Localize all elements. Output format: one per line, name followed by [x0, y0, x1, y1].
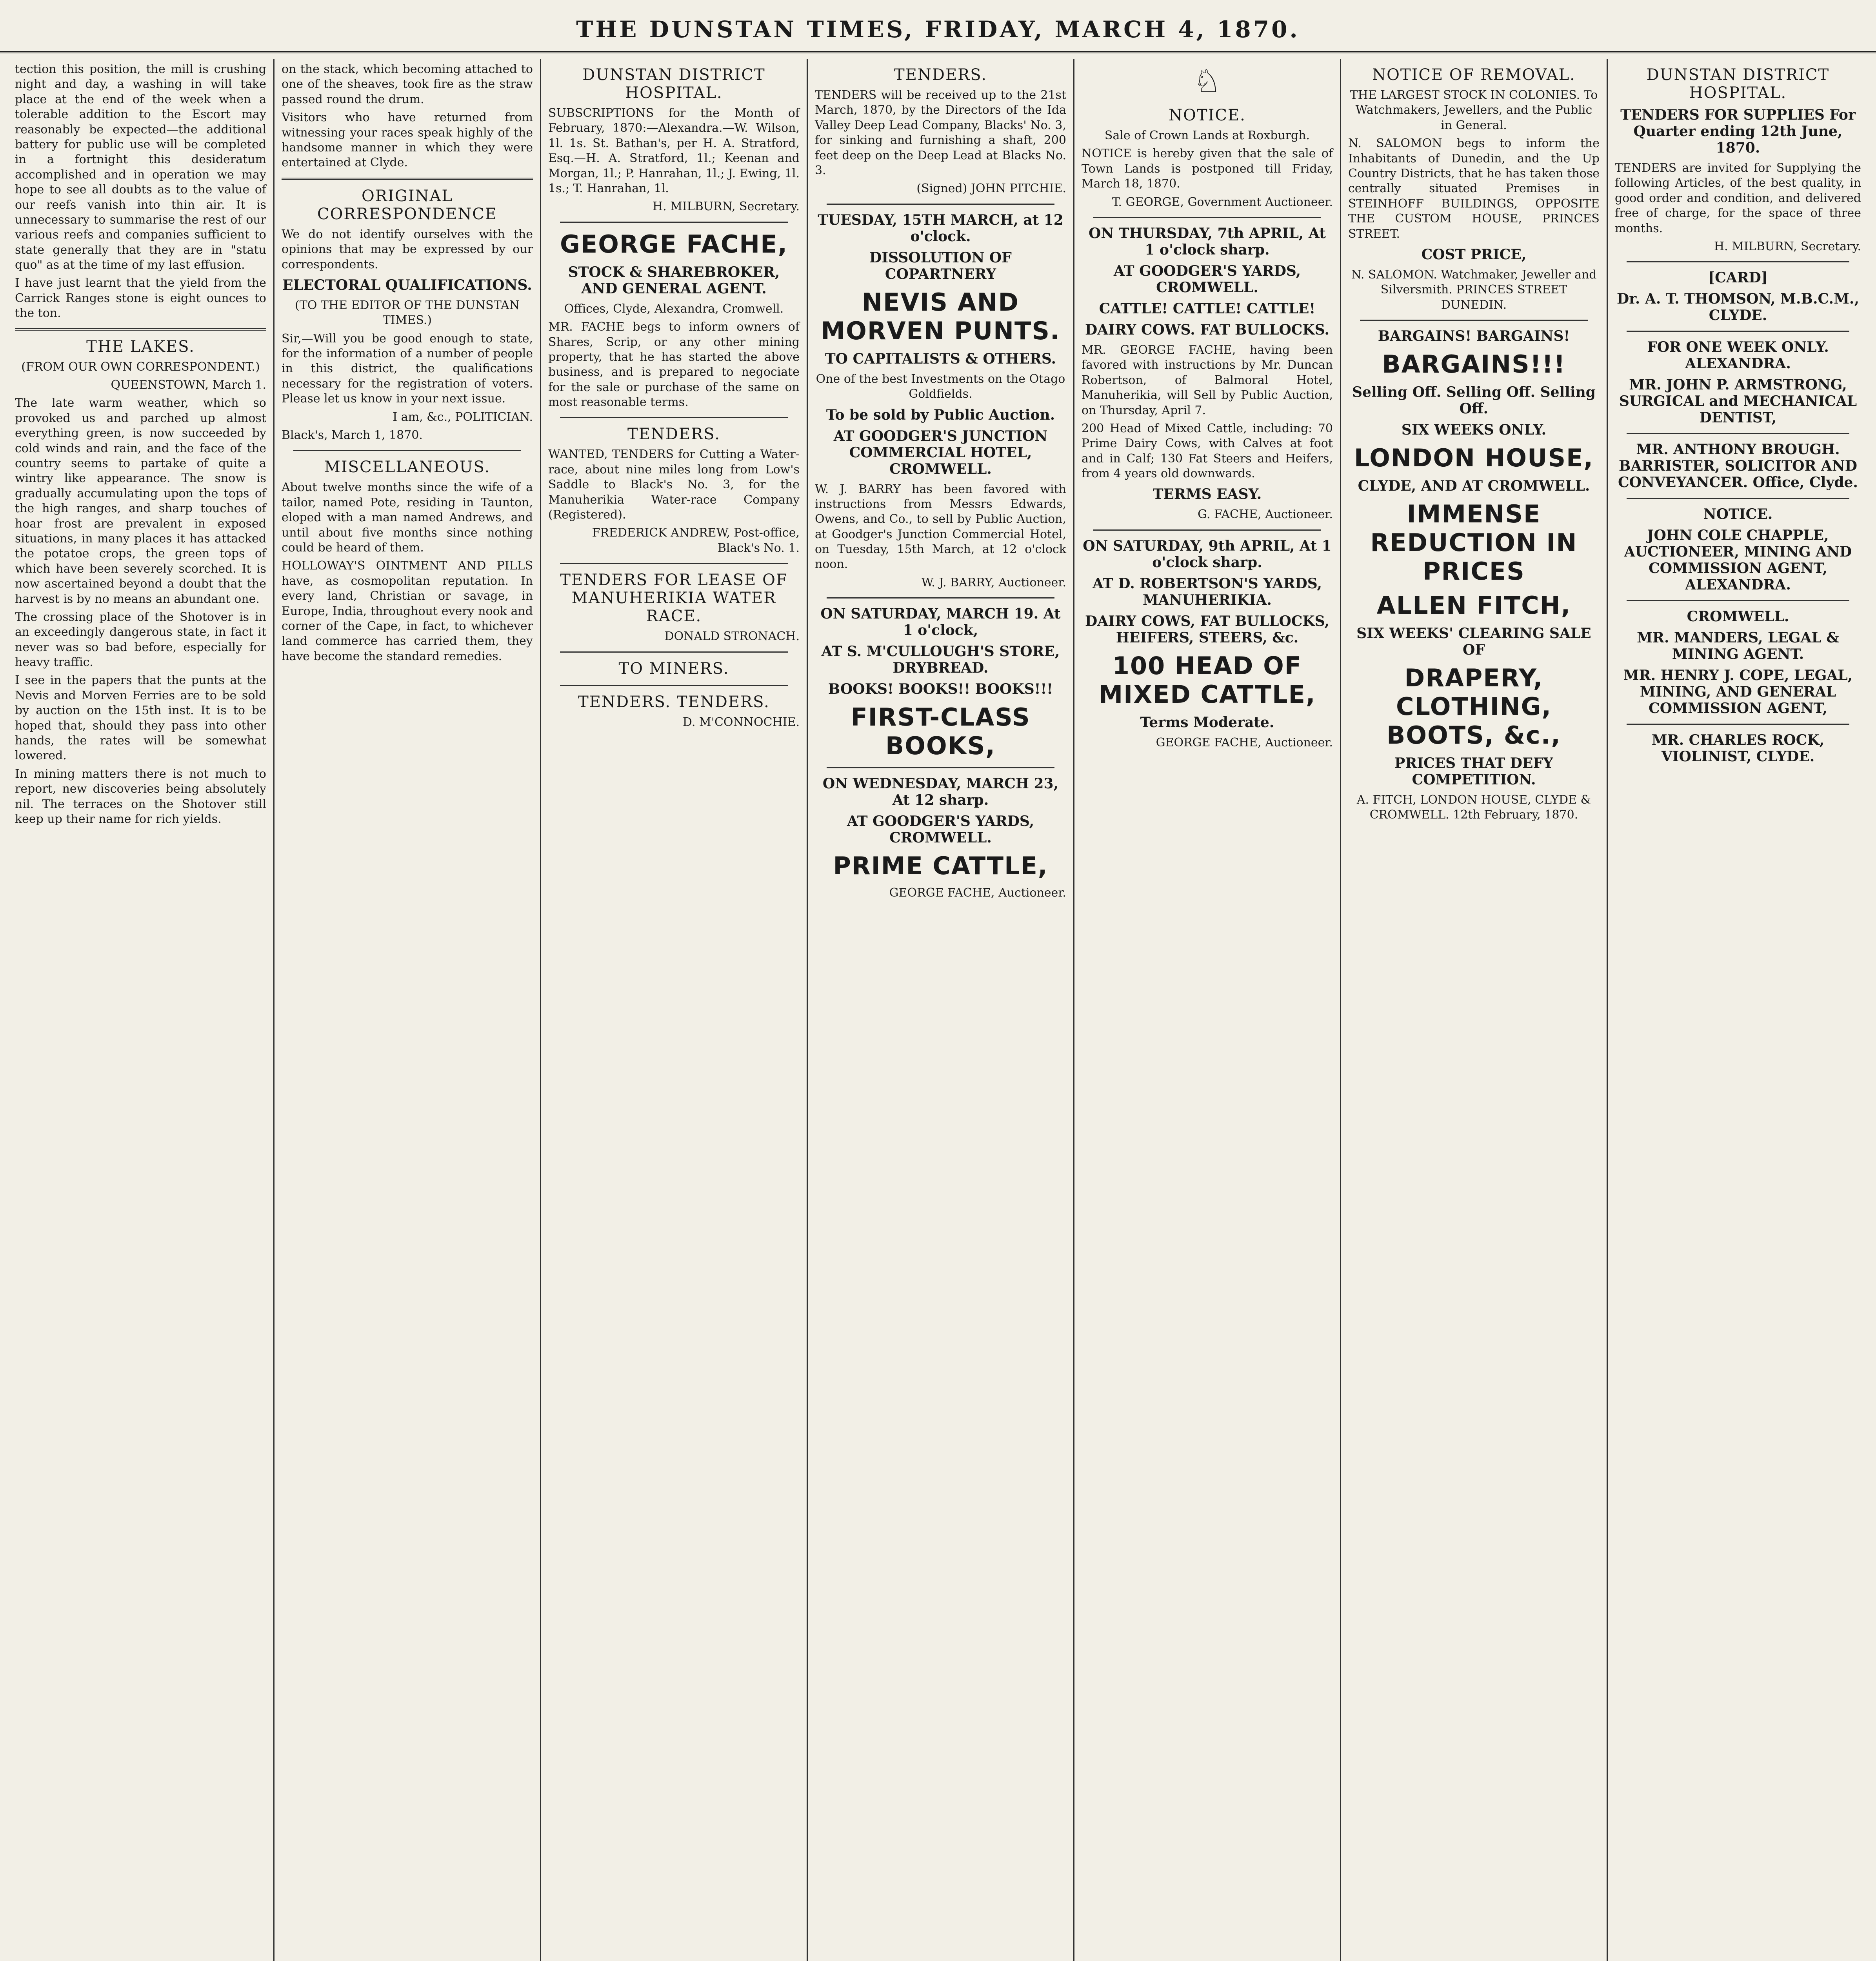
col4-sub6: BOOKS! BOOKS!! BOOKS!!! [828, 681, 1053, 698]
col3-sig4: D. M'CONNOCHIE. [682, 715, 800, 729]
col2-heading: ORIGINAL CORRESPONDENCE [317, 187, 497, 223]
col4-sub5: AT S. M'CULLOUGH'S STORE, DRYBREAD. [821, 643, 1060, 677]
col3-heading4: TO MINERS. [618, 659, 729, 678]
col6-heading: NOTICE OF REMOVAL. [1372, 66, 1576, 84]
col7-heading: DUNSTAN DISTRICT HOSPITAL. [1646, 66, 1830, 102]
col6-big5: DRAPERY, CLOTHING, BOOTS, &c., [1387, 664, 1561, 750]
column-6 [1341, 59, 1608, 1961]
col3-heading2: TENDERS. [627, 425, 720, 444]
col2-sub: ELECTORAL QUALIFICATIONS. [282, 277, 532, 293]
col6-big1: BARGAINS!!! [1382, 350, 1566, 379]
col5-sub3: CATTLE! CATTLE! CATTLE! [1099, 300, 1316, 317]
col3-heading5: TENDERS. TENDERS. [578, 693, 770, 711]
col6-sub7: SIX WEEKS' CLEARING SALE OF [1356, 625, 1591, 659]
col5-sub2: AT GOODGER'S YARDS, CROMWELL. [1113, 262, 1301, 296]
col5-big1: 100 HEAD OF MIXED CATTLE, [1098, 651, 1316, 709]
col4-sig3: GEORGE FACHE, Auctioneer. [889, 886, 1066, 900]
col3-heading: DUNSTAN DISTRICT HOSPITAL. [582, 66, 765, 102]
col7-sub2: [CARD] [1708, 269, 1768, 286]
col5-sub5: TERMS EASY. [1153, 486, 1262, 503]
col2-to: (TO THE EDITOR OF THE DUNSTAN TIMES.) [295, 298, 520, 327]
col3-p1: SUBSCRIPTIONS for the Month of February, 1870:—Alexandra.—W. Wilson, 1l. 1s. St. Bathan's, per H. A. Stratford, Esq.—H. A. Stratford, 1l.; Keenan and Morgan, 1l.; P. Hanrahan, 1l.; J. Ewing, 1l. 1s.; T. Hanrahan, 1l. [548, 106, 800, 195]
col2-p2: Visitors who have returned from witnessing your races speak highly of the handsome manner in which they were entertained at Clyde. [282, 111, 533, 170]
col3-sig3: DONALD STRONACH. [664, 629, 800, 644]
col3-big1: GEORGE FACHE, [560, 229, 788, 258]
col5-sub1: Sale of Crown Lands at Roxburgh. [1104, 129, 1310, 142]
col4-sub3: To be sold by Public Auction. [826, 406, 1055, 423]
col7-sub8: JOHN COLE CHAPPLE, AUCTIONEER, MINING AND COMMISSION AGENT, ALEXANDRA. [1624, 527, 1852, 593]
col2-heading2: MISCELLANEOUS. [324, 458, 491, 477]
col1-heading: THE LAKES. [86, 337, 195, 356]
column-2 [274, 59, 541, 1961]
col5-p2: MR. GEORGE FACHE, having been favored with instructions by Mr. Duncan Robertson, of Balmoral Hotel, Manuherikia, will Sell by Public Auction, on Thursday, April 7. [1082, 343, 1333, 417]
col7-sub12: MR. CHARLES ROCK, VIOLINIST, CLYDE. [1651, 732, 1825, 765]
col5-sig3: GEORGE FACHE, Auctioneer. [1156, 735, 1333, 749]
col5-date2: ON SATURDAY, 9th APRIL, At 1 o'clock sharp. [1083, 537, 1332, 571]
col6-sig1: N. SALOMON. Watchmaker, Jeweller and Silversmith. PRINCES STREET DUNEDIN. [1351, 267, 1597, 312]
col4-sub7: AT GOODGER'S YARDS, CROMWELL. [847, 813, 1034, 846]
col1-dateline: QUEENSTOWN, March 1. [111, 378, 266, 392]
col2-p7: HOLLOWAY'S OINTMENT AND PILLS have, as cosmopolitan reputation. In every land, Christian or savage, in Europe, India, throughout every nook and corner of the Cape, in fact, to whichever land commerce has carried them, they have become the standard remedies. [282, 559, 533, 663]
col3-p2: Offices, Clyde, Alexandra, Cromwell. [564, 302, 784, 316]
col4-big2: FIRST-CLASS BOOKS, [851, 703, 1031, 760]
col6-sub3: BARGAINS! BARGAINS! [1378, 328, 1570, 345]
col1-p2: I have just learnt that the yield from the Carrick Ranges stone is eight ounces to the ton. [15, 276, 266, 320]
col6-big3: IMMENSE REDUCTION IN PRICES [1370, 500, 1578, 586]
col4-sub1: DISSOLUTION OF COPARTNERY [869, 249, 1012, 282]
col1-p4: The crossing place of the Shotover is in an exceedingly dangerous state, in fact it never was so bad before, especially for heavy traffic. [15, 610, 266, 669]
col7-sub3: Dr. A. T. THOMSON, M.B.C.M., CLYDE. [1616, 291, 1859, 324]
col1-p6: In mining matters there is not much to report, new discoveries being absolutely nil. The terraces on the Shotover still keep up their name for rich yields. [15, 767, 266, 826]
col1-p5: I see in the papers that the punts at the Nevis and Morven Ferries are to be sold by auction on the 15th inst. It is to be hoped that, should they pass into other hands, the rates will be somewhat lowered. [15, 673, 266, 763]
col4-heading: TENDERS. [894, 66, 987, 84]
col7-sub9: CROMWELL. [1687, 608, 1789, 625]
column-1 [8, 59, 274, 1961]
col6-sub1: THE LARGEST STOCK IN COLONIES. To Watchmakers, Jewellers, and the Public in General. [1350, 88, 1598, 132]
col5-p1: NOTICE is hereby given that the sale of Town Lands is postponed till Friday, March 18, 1870. [1082, 147, 1333, 191]
col7-sub5: MR. JOHN P. ARMSTRONG, SURGICAL and MECHANICAL DENTIST, [1619, 377, 1857, 426]
masthead [0, 8, 1876, 53]
col4-sub2: TO CAPITALISTS & OTHERS. [825, 350, 1056, 367]
col6-big2: LONDON HOUSE, [1354, 444, 1594, 473]
col6-sub4: Selling Off. Selling Off. Selling Off. [1352, 384, 1596, 417]
col7-sub10: MR. MANDERS, LEGAL & MINING AGENT. [1637, 629, 1839, 663]
col7-p1: TENDERS are invited for Supplying the following Articles, of the best quality, in good order and condition, and delivered free of charge, for the space of three months. [1615, 161, 1861, 235]
col5-p3: 200 Head of Mixed Cattle, including: 70 Prime Dairy Cows, with Calves at foot and in Calf; 130 Fat Steers and Heifers, from 4 years old downwards. [1082, 421, 1333, 481]
col2-p1: on the stack, which becoming attached to one of the sheaves, took fire as the straw passed round the drum. [282, 62, 533, 106]
col6-sub6: CLYDE, AND AT CROMWELL. [1358, 478, 1590, 495]
col7-sub6: MR. ANTHONY BROUGH. BARRISTER, SOLICITOR AND CONVEYANCER. Office, Clyde. [1618, 441, 1858, 491]
col2-p5: Black's, March 1, 1870. [282, 428, 423, 442]
col2-p3: We do not identify ourselves with the opinions that may be expressed by our correspondents. [282, 227, 533, 271]
col3-p3: MR. FACHE begs to inform owners of Shares, Scrip, or any other mining property, that he has started the above business, and is prepared to negociate for the sale or purchase of the same on most reasonable terms. [548, 320, 800, 409]
col1-p3: The late warm weather, which so provoked us and parched up almost everything green, is now succeeded by cold winds and rain, and the face of the country seems to partake of quite a wintry like appearance. The snow is gradually accumulating upon the tops of the high ranges, and sharp touches of hoar frost are prevalent in exposed situations, in many places it has attacked the potatoe crops, the green tops of which have been severely scorched. It is now ascertained beyond a doubt that the harvest is by no means an abundant one. [15, 396, 266, 606]
col4-sig: (Signed) JOHN PITCHIE. [916, 182, 1066, 196]
col6-p1: N. SALOMON begs to inform the Inhabitants of Dunedin, and the Up Country Districts, that he has taken those centrally situated Premises in STEINHOFF BUILDINGS, OPPOSITE THE CUSTOM HOUSE, PRINCES STREET. [1348, 136, 1600, 241]
column-4 [808, 59, 1074, 1961]
col3-sig2: FREDERICK ANDREW, Post-office, Black's No. 1. [592, 526, 800, 555]
col2-p6: About twelve months since the wife of a tailor, named Pote, residing in Taunton, eloped with a man named Andrews, and until about five months since nothing could be heard of them. [282, 480, 533, 555]
col5-sub6: AT D. ROBERTSON'S YARDS, MANUHERIKIA. [1092, 575, 1322, 608]
col5-date1: ON THURSDAY, 7th APRIL, At 1 o'clock sharp. [1089, 225, 1326, 258]
col6-big4: ALLEN FITCH, [1376, 591, 1571, 620]
col3-sig: H. MILBURN, Secretary. [652, 200, 800, 214]
col2-sig: I am, &c., POLITICIAN. [393, 410, 533, 424]
col4-date1: TUESDAY, 15TH MARCH, at 12 o'clock. [818, 211, 1063, 245]
col5-sub8: Terms Moderate. [1140, 714, 1274, 731]
col2-p4: Sir,—Will you be good enough to state, for the information of a number of people in this district, the qualifications necessary for the registration of voters. Please let us know in your next issue. [282, 331, 533, 406]
col5-sub4: DAIRY COWS. FAT BULLOCKS. [1085, 321, 1329, 338]
col6-sub5: SIX WEEKS ONLY. [1401, 422, 1547, 438]
col6-sub8: PRICES THAT DEFY COMPETITION. [1394, 755, 1553, 788]
col7-sig1: H. MILBURN, Secretary. [1714, 239, 1861, 253]
column-7 [1608, 59, 1868, 1961]
crest-icon: ♘ [1193, 63, 1222, 99]
masthead-title: THE DUNSTAN TIMES, FRIDAY, MARCH 4, 1870. [576, 16, 1300, 43]
col4-date2: ON SATURDAY, MARCH 19. At 1 o'clock, [820, 606, 1061, 639]
col4-p3: W. J. BARRY has been favored with instructions from Messrs Edwards, Owens, and Co., to sell by Public Auction, at Goodger's Junction Commercial Hotel, on Tuesday, 15th March, at 12 o'clock noon. [815, 482, 1066, 571]
col3-sub1: STOCK & SHAREBROKER, AND GENERAL AGENT. [568, 264, 780, 297]
col1-sub: (FROM OUR OWN CORRESPONDENT.) [21, 360, 260, 374]
col5-heading: NOTICE. [1169, 106, 1246, 124]
col6-sig2: A. FITCH, LONDON HOUSE, CLYDE & CROMWELL. 12th February, 1870. [1356, 793, 1591, 822]
col7-sub7: NOTICE. [1703, 506, 1773, 523]
col4-p1: TENDERS will be received up to the 21st March, 1870, by the Directors of the Ida Valley Deep Lead Company, Blacks' No. 3, for sinking and furnishing a shaft, 200 feet deep on the Deep Lead at Blacks No. 3. [815, 88, 1066, 177]
col5-sig1: T. GEORGE, Government Auctioneer. [1112, 195, 1333, 209]
col7-sub4: FOR ONE WEEK ONLY. ALEXANDRA. [1647, 339, 1829, 372]
column-5 [1074, 59, 1341, 1961]
col4-big1: NEVIS AND MORVEN PUNTS. [821, 287, 1060, 345]
col1-p1: tection this position, the mill is crushing night and day, a washing in will take place at the end of the week when a tolerable addition to the Escort may reasonably be expected—the additional battery for public use will be completed in a fortnight this desideratum accomplished and in operation we may hope to see all doubts as to the value of our reefs vanish into thin air. It is unnecessary to summarise the rest of our various reefs and companies sufficient to state generally that they are in "statu quo" as at the time of my last effusion. [15, 62, 266, 272]
col4-big3: PRIME CATTLE, [833, 851, 1048, 880]
col5-sig2: G. FACHE, Auctioneer. [1198, 508, 1333, 522]
col3-heading3: TENDERS FOR LEASE OF MANUHERIKIA WATER RACE. [560, 571, 788, 626]
col4-sub4: AT GOODGER'S JUNCTION COMMERCIAL HOTEL, CROMWELL. [833, 427, 1048, 477]
col3-p4: WANTED, TENDERS for Cutting a Water-race, about nine miles long from Low's Saddle to Black's No. 3, for the Manuherikia Water-race Company (Registered). [548, 448, 800, 522]
col6-sub2: COST PRICE, [1421, 246, 1527, 263]
col7-sub11: MR. HENRY J. COPE, LEGAL, MINING, AND GENERAL COMMISSION AGENT, [1623, 667, 1853, 717]
column-3 [541, 59, 808, 1961]
col4-p2: One of the best Investments on the Otago Goldfields. [816, 372, 1065, 401]
col5-sub7: DAIRY COWS, FAT BULLOCKS, HEIFERS, STEERS, &c. [1085, 613, 1329, 646]
col7-sub1: TENDERS FOR SUPPLIES For Quarter ending 12th June, 1870. [1620, 107, 1856, 156]
col4-date3: ON WEDNESDAY, MARCH 23, At 12 sharp. [822, 775, 1059, 809]
col4-sig2: W. J. BARRY, Auctioneer. [921, 575, 1066, 589]
columns [8, 59, 1868, 1961]
